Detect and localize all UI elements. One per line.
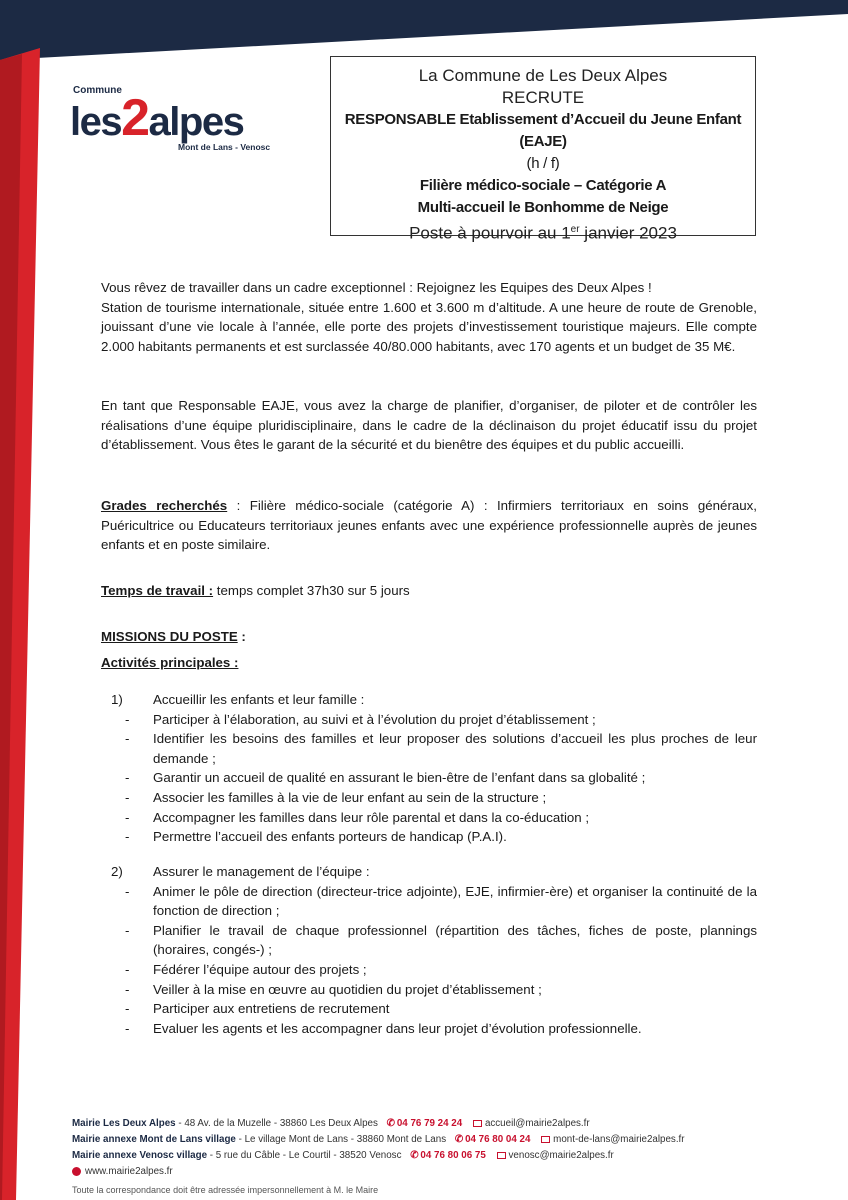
- logo-two: 2: [121, 89, 149, 147]
- list-item-text: Animer le pôle de direction (directeur-trice adjointe), EJE, infirmier-ère) et organiser la continuité de la fonction de direction ;: [153, 883, 757, 919]
- list-item-text: Garantir un accueil de qualité en assurant le bien-être de l’enfant dans sa globalité ;: [153, 770, 646, 786]
- list-item-text: Planifier le travail de chaque professionnel (répartition des tâches, fiches de poste, plannings (horaires, congés-) ;: [153, 922, 757, 958]
- intro-paragraph: [101, 278, 757, 356]
- missions-title: MISSIONS DU POSTE: [101, 629, 238, 644]
- footer-line-main: [72, 1117, 590, 1131]
- mail-icon: [541, 1136, 550, 1143]
- list-item-text: Evaluer les agents et les accompagner dans leur projet d’évolution professionnelle.: [153, 1020, 642, 1036]
- header-commune: La Commune de Les Deux Alpes: [418, 66, 668, 85]
- header-start-date: [331, 219, 755, 245]
- side-stripe: [0, 0, 40, 1200]
- logo-alpes: alpes: [148, 100, 244, 144]
- list-item-text: Veiller à la mise en œuvre au quotidien du projet d’établissement ;: [153, 981, 542, 997]
- list-item: [101, 921, 757, 960]
- footer-mdl-phone[interactable]: 04 76 80 04 24: [465, 1134, 531, 1145]
- grades-text: : Filière médico-sociale (catégorie A) : Infirmiers territoriaux en soins généraux, Puéricultrice ou Educateurs territoriaux jeunes enfants avec une expérience professionnelle auprès de jeunes enfants et en poste similaire.: [101, 498, 758, 553]
- header-structure: Multi-accueil le Bonhomme de Neige: [417, 199, 669, 216]
- list-item: [101, 827, 757, 847]
- commune-logo: [70, 82, 280, 157]
- intro-description: Station de tourisme internationale, située entre 1.600 et 3.600 m d’altitude. A une heure de route de Grenoble, jouissant d’une vie locale à l’année, elle porte des projets d’investissement touristique majeurs. Elle compte 2.000 habitants permanents et est surclassée 40/80.000 habitants, avec 170 agents et un budget de 35 M€.: [101, 299, 757, 354]
- list-dash: -: [125, 961, 130, 977]
- work-time-label: Temps de travail :: [101, 583, 214, 598]
- list-dash: -: [125, 829, 130, 845]
- start-date-post: janvier 2023: [579, 223, 677, 243]
- section-title: Assurer le management de l’équipe :: [153, 864, 370, 879]
- list-item: [101, 960, 757, 980]
- activities-title: Activités principales :: [101, 655, 239, 670]
- list-item-text: Participer aux entretiens de recrutement: [153, 1001, 390, 1017]
- list-item: [101, 808, 757, 828]
- header-gender: (h / f): [526, 155, 560, 172]
- role-paragraph: En tant que Responsable EAJE, vous avez la charge de planifier, d’organiser, de piloter et de contrôler les réalisations d’une équipe pluridisciplinaire, dans le cadre de la déclinaison du projet éducatif issu du projet d’établissement. Vous êtes le garant de la sécurité et du bienêtre des équipes et du public accueilli.: [101, 398, 757, 453]
- job-title-box: [330, 56, 756, 243]
- footer-website: [72, 1165, 173, 1179]
- list-dash: -: [125, 1020, 130, 1036]
- section-management: [101, 862, 757, 1038]
- start-date-sup: er: [570, 224, 580, 235]
- list-dash: -: [125, 922, 130, 938]
- footer-mdl-name: Mairie annexe Mont de Lans village: [72, 1134, 236, 1145]
- footer-website-link[interactable]: www.mairie2alpes.fr: [85, 1166, 173, 1177]
- section-accueil: [101, 690, 757, 847]
- work-time-paragraph: [101, 581, 757, 601]
- list-dash: -: [125, 770, 130, 786]
- section-number: 1): [111, 692, 123, 707]
- list-item-text: Accompagner les familles dans leur rôle parental et dans la co-éducation ;: [153, 809, 590, 825]
- section-heading: [101, 690, 757, 710]
- footer-venosc-address: - 5 rue du Câble - Le Courtil - 38520 Venosc: [207, 1150, 402, 1161]
- phone-icon: ✆: [454, 1134, 464, 1145]
- footer-venosc-phone[interactable]: 04 76 80 06 75: [420, 1150, 486, 1161]
- list-item: [101, 768, 757, 788]
- mail-icon: [473, 1120, 482, 1127]
- list-dash: -: [125, 883, 130, 899]
- list-item: [101, 999, 757, 1019]
- activities-heading: [101, 653, 757, 673]
- list-item-text: Participer à l’élaboration, au suivi et à l’évolution du projet d’établissement ;: [153, 711, 596, 727]
- list-dash: -: [125, 789, 130, 805]
- header-position: RESPONSABLE Etablissement d’Accueil du Jeune Enfant (EAJE): [344, 111, 742, 150]
- list-item-text: Associer les familles à la vie de leur enfant au sein de la structure ;: [153, 789, 547, 805]
- header-banner: [0, 0, 848, 60]
- phone-icon: ✆: [410, 1150, 419, 1161]
- list-item-text: Identifier les besoins des familles et leur proposer des solutions d’accueil les plus proches de leur demande ;: [153, 731, 757, 766]
- header-recrute: RECRUTE: [501, 88, 585, 107]
- list-dash: -: [125, 981, 130, 997]
- list-item: [101, 729, 757, 768]
- footer-main-phone[interactable]: 04 76 79 24 24: [396, 1118, 463, 1129]
- logo-subtitle: Mont de Lans - Venosc: [178, 142, 271, 152]
- phone-icon: ✆: [386, 1118, 395, 1129]
- footer-venosc-name: Mairie annexe Venosc village: [72, 1150, 208, 1161]
- missions-heading: [101, 627, 757, 647]
- section-heading: [101, 862, 757, 882]
- list-dash: -: [125, 731, 130, 747]
- list-dash: -: [125, 1001, 130, 1017]
- missions-title-suffix: :: [237, 629, 246, 644]
- grades-label: Grades recherchés: [101, 498, 228, 513]
- logo-commune-text: Commune: [73, 85, 122, 96]
- list-item-text: Permettre l’accueil des enfants porteurs de handicap (P.A.I).: [153, 829, 507, 845]
- list-item: [101, 710, 757, 730]
- footer-line-venosc: [72, 1149, 614, 1163]
- list-item: [101, 788, 757, 808]
- footer-main-address: - 48 Av. de la Muzelle - 38860 Les Deux Alpes: [175, 1118, 378, 1129]
- footer-mdl-address: - Le village Mont de Lans - 38860 Mont de Lans: [235, 1134, 447, 1145]
- list-dash: -: [125, 809, 130, 825]
- globe-icon: [72, 1167, 81, 1176]
- mail-icon: [497, 1152, 506, 1159]
- footer-note: Toute la correspondance doit être adressée impersonnellement à M. le Maire: [72, 1185, 379, 1195]
- header-filiere: Filière médico-sociale – Catégorie A: [419, 177, 667, 194]
- list-dash: -: [125, 711, 130, 727]
- intro-hook: Vous rêvez de travailler dans un cadre exceptionnel : Rejoignez les Equipes des Deux Alpes !: [101, 280, 652, 295]
- footer-venosc-email[interactable]: venosc@mairie2alpes.fr: [508, 1150, 614, 1161]
- logo-les: les: [70, 100, 122, 144]
- start-date-pre: Poste à pourvoir au 1: [409, 223, 571, 243]
- list-item-text: Fédérer l’équipe autour des projets ;: [153, 961, 367, 977]
- footer-mdl-email[interactable]: mont-de-lans@mairie2alpes.fr: [553, 1134, 685, 1145]
- grades-paragraph: [101, 496, 757, 555]
- list-item: [101, 980, 757, 1000]
- footer-main-name: Mairie Les Deux Alpes: [72, 1118, 176, 1129]
- list-item: [101, 882, 757, 921]
- section-number: 2): [111, 864, 123, 879]
- footer-line-mont-de-lans: [72, 1133, 685, 1147]
- section-title: Accueillir les enfants et leur famille :: [153, 692, 365, 707]
- footer-main-email[interactable]: accueil@mairie2alpes.fr: [484, 1118, 590, 1129]
- work-time-text: temps complet 37h30 sur 5 jours: [213, 583, 410, 598]
- list-item: [101, 1019, 757, 1039]
